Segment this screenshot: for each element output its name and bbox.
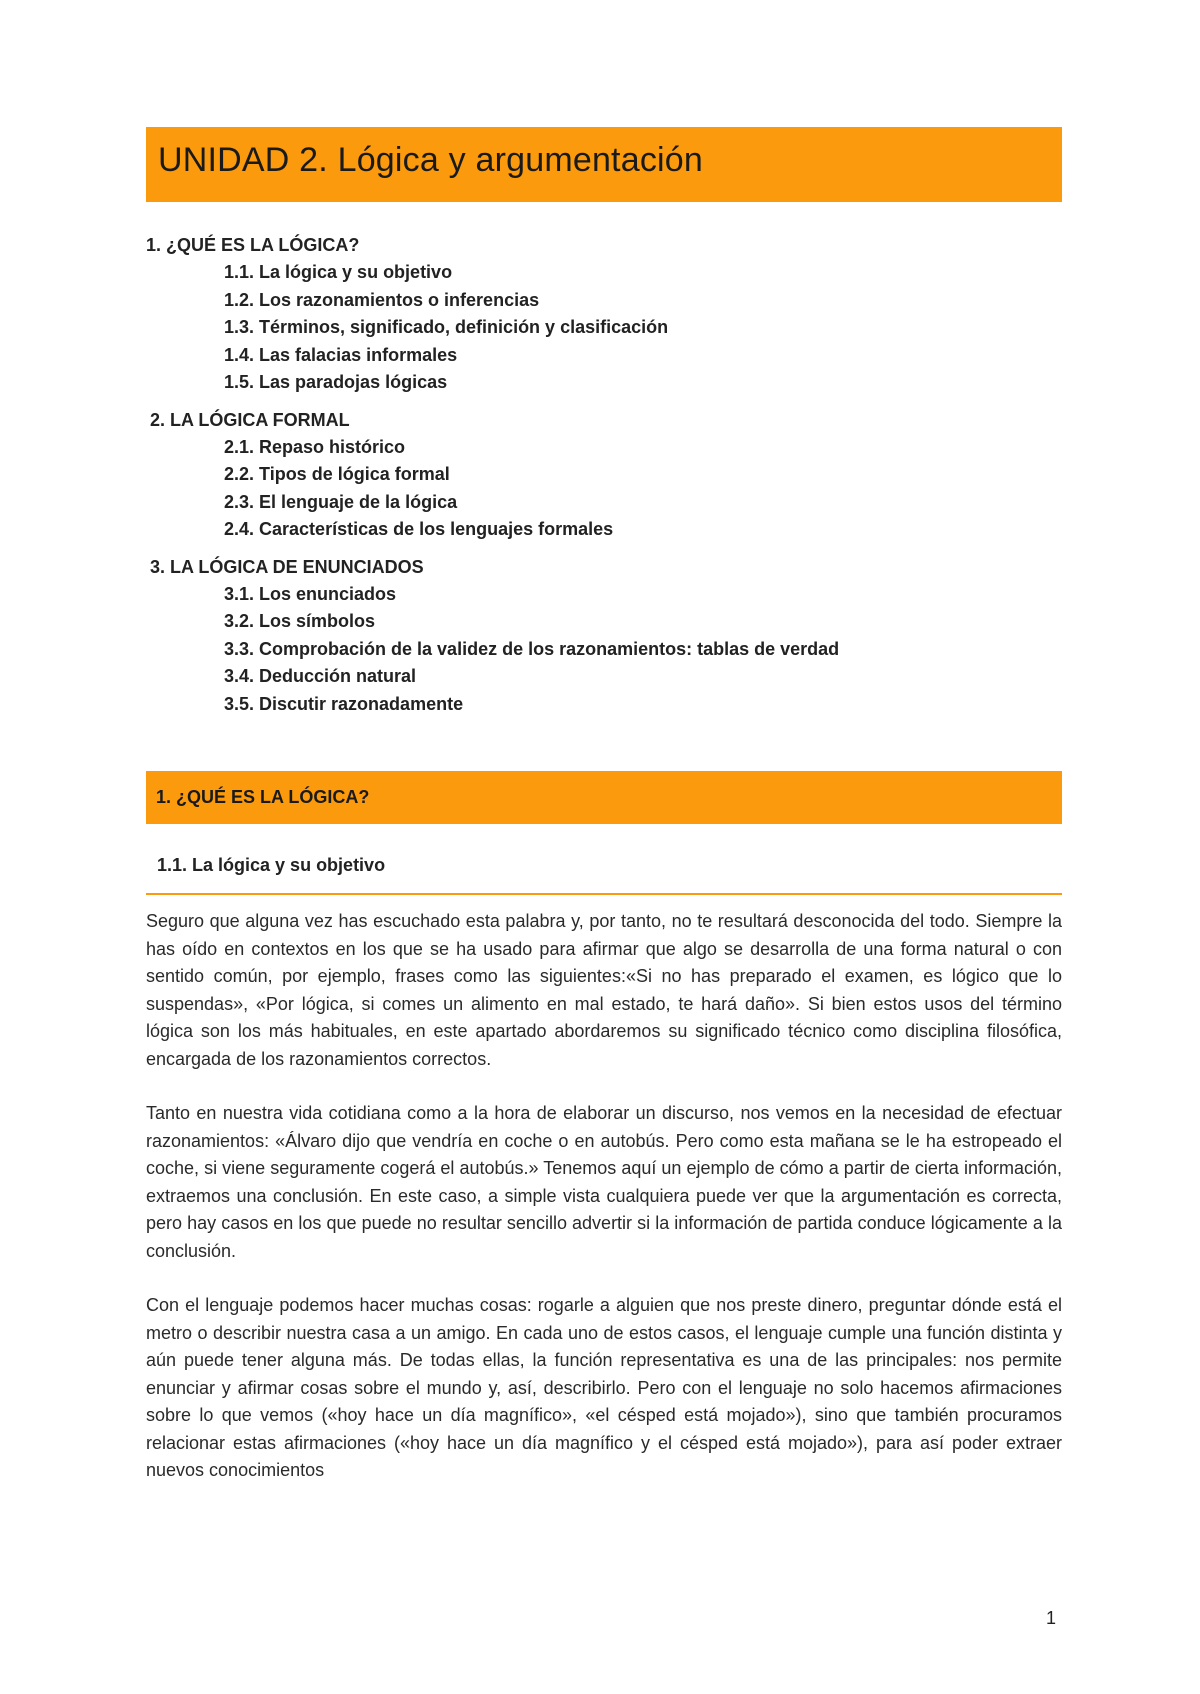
- toc-section: [146, 554, 1062, 719]
- subsection-heading-bar: [146, 853, 1062, 895]
- toc-item: 2.3. El lenguaje de la lógica: [224, 491, 458, 512]
- toc-item: 2.1. Repaso histórico: [224, 436, 406, 457]
- toc-item: 3.5. Discutir razonadamente: [224, 693, 464, 714]
- paragraph: Tanto en nuestra vida cotidiana como a la hora de elaborar un discurso, nos vemos en la necesidad de efectuar razonamientos: «Álvaro dijo que vendría en coche o en autobús. Pero como esta mañana se le ha estropeado el coche, si viene seguramente cogerá el autobús.» Tenemos aquí un ejemplo de cómo a partir de cierta información, extraemos una conclusión. En este caso, a simple vista cualquiera puede ver que la argumentación es correcta, pero hay casos en los que puede no resultar sencillo advertir si la información de partida conduce lógicamente a la conclusión.: [146, 1103, 1062, 1261]
- paragraph: Seguro que alguna vez has escuchado esta palabra y, por tanto, no te resultará desconocida del todo. Siempre la has oído en contextos en los que se ha usado para afirmar que algo se desarrolla de una forma natural o con sentido común, por ejemplo, frases como las siguientes:«Si no has preparado el examen, es lógico que lo suspendas», «Por lógica, si comes un alimento en mal estado, te hará daño». Si bien estos usos del término lógica son los más habituales, en este apartado abordaremos su significado técnico como disciplina filosófica, encargada de los razonamientos correctos.: [146, 911, 1062, 1069]
- subsection-heading: 1.1. La lógica y su objetivo: [157, 855, 386, 875]
- toc-item: 2.2. Tipos de lógica formal: [224, 464, 450, 484]
- toc-heading: 1. ¿QUÉ ES LA LÓGICA?: [146, 235, 360, 255]
- toc-item: 3.2. Los símbolos: [224, 611, 376, 631]
- unit-title: UNIDAD 2. Lógica y argumentación: [158, 141, 703, 179]
- body-text: [146, 908, 1062, 1512]
- unit-title-banner: [146, 127, 1062, 202]
- toc-item: 2.4. Características de los lenguajes formales: [224, 519, 614, 539]
- toc-item: 1.5. Las paradojas lógicas: [224, 372, 448, 392]
- toc-heading: 2. LA LÓGICA FORMAL: [150, 409, 350, 430]
- paragraph: Con el lenguaje podemos hacer muchas cosas: rogarle a alguien que nos preste dinero, preguntar dónde está el metro o describir nuestra casa a un amigo. En cada uno de estos casos, el lenguaje cumple una función distinta y aún puede tener alguna más. De todas ellas, la función representativa es una de las principales: nos permite enunciar y afirmar cosas sobre el mundo y, así, describirlo. Pero con el lenguaje no solo hacemos afirmaciones sobre lo que vemos («hoy hace un día magnífico», «el césped está mojado»), sino que también procuramos relacionar estas afirmaciones («hoy hace un día magnífico y el césped está mojado»), para así poder extraer nuevos conocimientos: [146, 1295, 1062, 1480]
- section-heading-banner: [146, 771, 1062, 824]
- toc-item: 1.2. Los razonamientos o inferencias: [224, 289, 540, 310]
- toc-section: [146, 232, 1062, 397]
- toc-item: 1.1. La lógica y su objetivo: [224, 262, 453, 282]
- section-heading: 1. ¿QUÉ ES LA LÓGICA?: [156, 787, 370, 807]
- page-number: 1: [1046, 1608, 1057, 1628]
- toc-item: 3.3. Comprobación de la validez de los razonamientos: tablas de verdad: [224, 638, 840, 659]
- table-of-contents: [146, 232, 1062, 728]
- toc-item: 1.4. Las falacias informales: [224, 344, 458, 365]
- toc-item: 3.1. Los enunciados: [224, 583, 397, 604]
- toc-item: 3.4. Deducción natural: [224, 666, 417, 686]
- toc-section: [146, 407, 1062, 544]
- toc-item: 1.3. Términos, significado, definición y clasificación: [224, 317, 669, 337]
- toc-heading: 3. LA LÓGICA DE ENUNCIADOS: [150, 556, 424, 577]
